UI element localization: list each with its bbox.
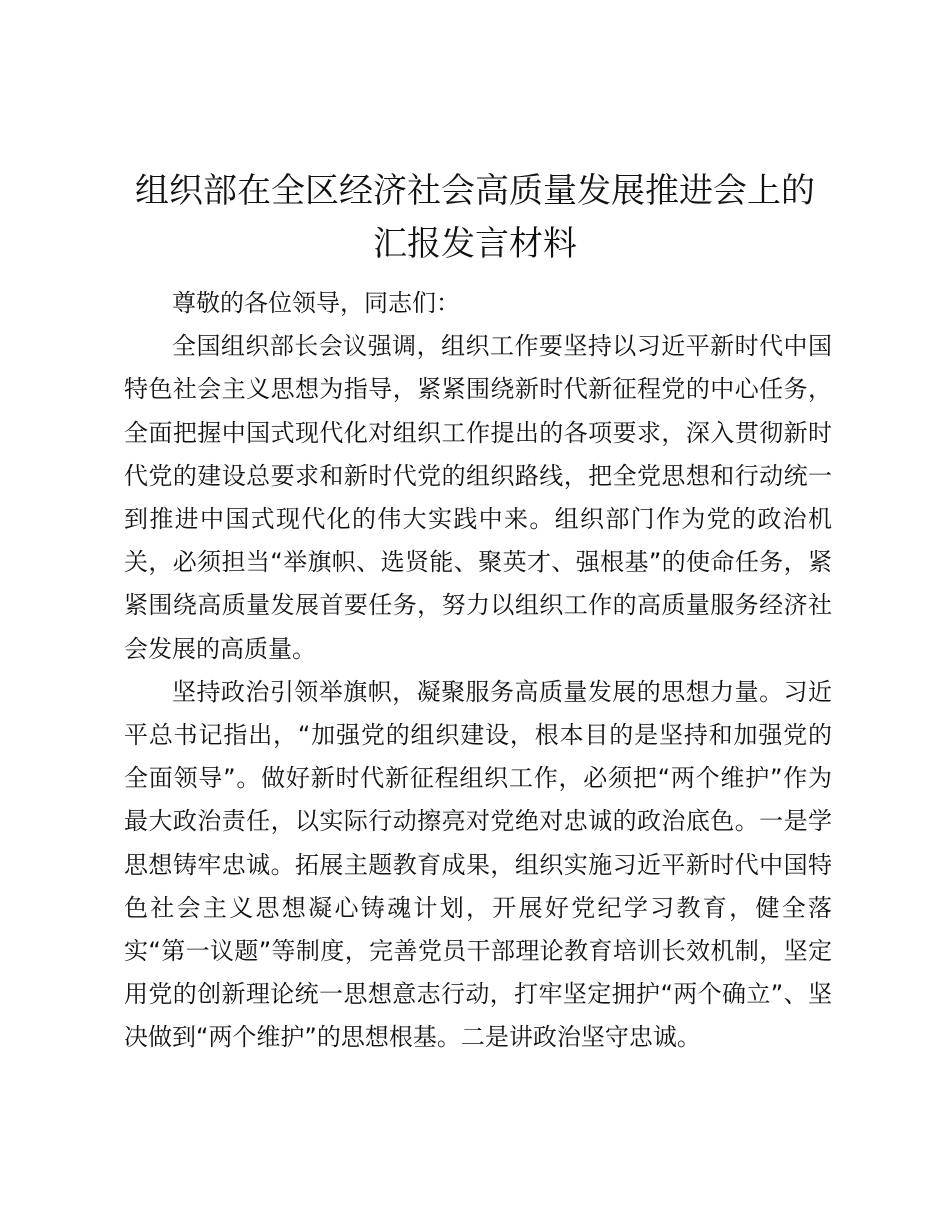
document-title: 组织部在全区经济社会高质量发展推进会上的汇报发言材料 bbox=[135, 171, 815, 264]
document-body bbox=[124, 282, 832, 1060]
paragraph-2: 坚持政治引领举旗帜，凝聚服务高质量发展的思想力量。习近平总书记指出，“加强党的组织建设，根本目的是坚持和加强党的全面领导”。做好新时代新征程组织工作，必须把“两个维护”作为最大政治责任，以实际行动擦亮对党绝对忠诚的政治底色。一是学思想铸牢忠诚。拓展主题教育成果，组织实施习近平新时代中国特色社会主义思想凝心铸魂计划，开展好党纪学习教育，健全落实“第一议题”等制度，完善党员干部理论教育培训长效机制，坚定用党的创新理论统一思想意志行动，打牢坚定拥护“两个确立”、坚决做到“两个维护”的思想根基。二是讲政治坚守忠诚。 bbox=[124, 677, 832, 1052]
salutation: 尊敬的各位领导，同志们： bbox=[172, 289, 460, 317]
paragraph-1: 全国组织部长会议强调，组织工作要坚持以习近平新时代中国特色社会主义思想为指导，紧紧围绕新时代新征程党的中心任务，全面把握中国式现代化对组织工作提出的各项要求，深入贯彻新时代党的建设总要求和新时代党的组织路线，把全党思想和行动统一到推进中国式现代化的伟大实践中来。组织部门作为党的政治机关，必须担当“举旗帜、选贤能、聚英才、强根基”的使命任务，紧紧围绕高质量发展首要任务，努力以组织工作的高质量服务经济社会发展的高质量。 bbox=[124, 332, 832, 663]
